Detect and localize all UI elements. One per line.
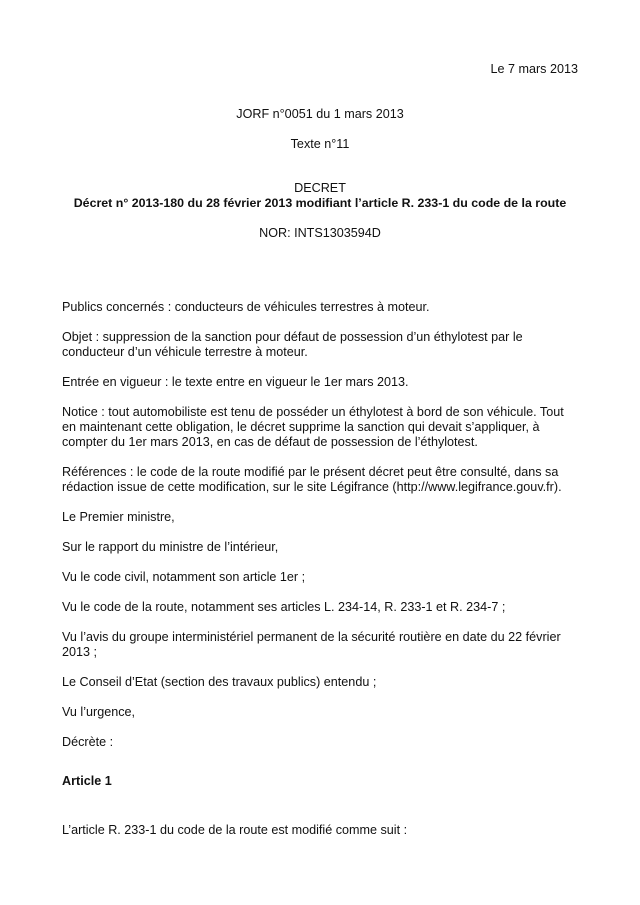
texte-number: Texte n°11 — [290, 137, 350, 151]
objet-line-1: Objet : suppression de la sanction pour défaut de possession d’un éthylotest par le — [62, 330, 523, 344]
vu-avis-line-2: 2013 ; — [62, 645, 98, 659]
references-line-2: rédaction issue de cette modification, sur le site Légifrance (http://www.legifrance.gouv.fr). — [62, 480, 562, 494]
document-type: DECRET — [294, 181, 346, 195]
publics-concernes: Publics concernés : conducteurs de véhicules terrestres à moteur. — [62, 300, 430, 314]
vu-code-civil: Vu le code civil, notamment son article 1er ; — [62, 570, 306, 584]
notice-line-3: compter du 1er mars 2013, en cas de défaut de possession de l’éthylotest. — [62, 435, 478, 449]
decrete: Décrète : — [62, 735, 114, 749]
jorf-reference: JORF n°0051 du 1 mars 2013 — [236, 107, 404, 121]
rapport-ministre: Sur le rapport du ministre de l’intérieur, — [62, 540, 279, 554]
article-heading: Article 1 — [62, 774, 112, 788]
notice-line-2: en maintenant cette obligation, le décret supprime la sanction qui devait s’appliquer, à — [62, 420, 540, 434]
vu-code-route: Vu le code de la route, notamment ses articles L. 234-14, R. 233-1 et R. 234-7 ; — [62, 600, 506, 614]
decree-title: Décret n° 2013-180 du 28 février 2013 modifiant l’article R. 233-1 du code de la route — [73, 196, 567, 210]
vu-urgence: Vu l’urgence, — [62, 705, 136, 719]
article-text: L’article R. 233-1 du code de la route est modifié comme suit : — [62, 823, 408, 837]
premier-ministre: Le Premier ministre, — [62, 510, 175, 524]
nor-reference: NOR: INTS1303594D — [259, 226, 381, 240]
document-date: Le 7 mars 2013 — [490, 62, 578, 76]
vu-avis-line-1: Vu l’avis du groupe interministériel permanent de la sécurité routière en date du 22 février — [62, 630, 561, 644]
notice-line-1: Notice : tout automobiliste est tenu de posséder un éthylotest à bord de son véhicule. Tout — [62, 405, 564, 419]
entree-en-vigueur: Entrée en vigueur : le texte entre en vigueur le 1er mars 2013. — [62, 375, 409, 389]
references-line-1: Références : le code de la route modifié par le présent décret peut être consulté, dans sa — [62, 465, 559, 479]
conseil-etat: Le Conseil d’Etat (section des travaux publics) entendu ; — [62, 675, 377, 689]
objet-line-2: conducteur d’un véhicule terrestre à moteur. — [62, 345, 308, 359]
